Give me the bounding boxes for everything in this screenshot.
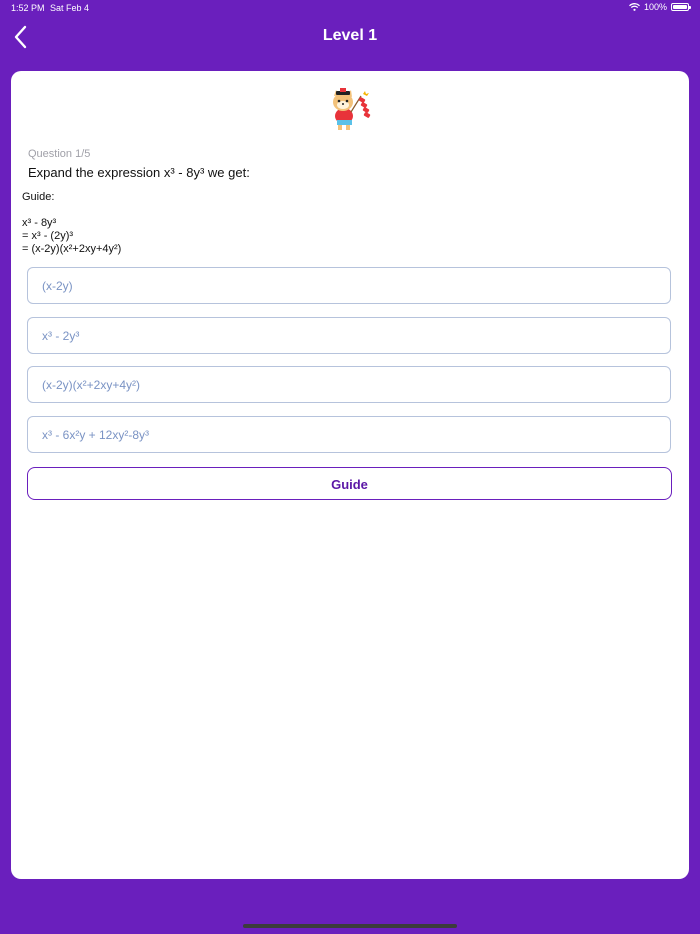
mascot-image	[325, 86, 375, 132]
guide-button-label: Guide	[331, 477, 368, 492]
home-indicator	[243, 924, 457, 928]
answer-option-label: x³ - 6x²y + 12xy²-8y³	[42, 428, 150, 442]
guide-text	[22, 191, 121, 256]
answer-option-1[interactable]	[27, 267, 671, 304]
page-title: Level 1	[322, 27, 378, 44]
question-text: Expand the expression x³ - 8y³ we get:	[28, 165, 250, 180]
answer-option-label: x³ - 2y³	[42, 329, 80, 343]
answer-option-label: (x-2y)(x²+2xy+4y²)	[42, 378, 141, 392]
status-date: Sat Feb 4	[50, 3, 90, 13]
answer-option-2[interactable]	[27, 317, 671, 354]
status-right	[629, 2, 689, 12]
status-bar	[0, 0, 700, 16]
wifi-icon	[629, 3, 640, 11]
battery-icon	[671, 3, 689, 11]
answer-option-4[interactable]	[27, 416, 671, 453]
guide-line: = (x-2y)(x²+2xy+4y²)	[22, 243, 122, 255]
question-card	[11, 71, 689, 879]
question-counter: Question 1/5	[28, 148, 91, 160]
guide-line: x³ - 8y³	[22, 217, 57, 229]
status-time: 1:52 PM	[11, 3, 45, 13]
guide-heading: Guide:	[22, 191, 55, 203]
battery-percent: 100%	[643, 2, 667, 12]
guide-button[interactable]	[27, 467, 672, 500]
answer-option-3[interactable]	[27, 366, 671, 403]
answer-option-label: (x-2y)	[42, 279, 73, 293]
guide-line: = x³ - (2y)³	[22, 230, 74, 242]
nav-bar	[0, 18, 700, 56]
